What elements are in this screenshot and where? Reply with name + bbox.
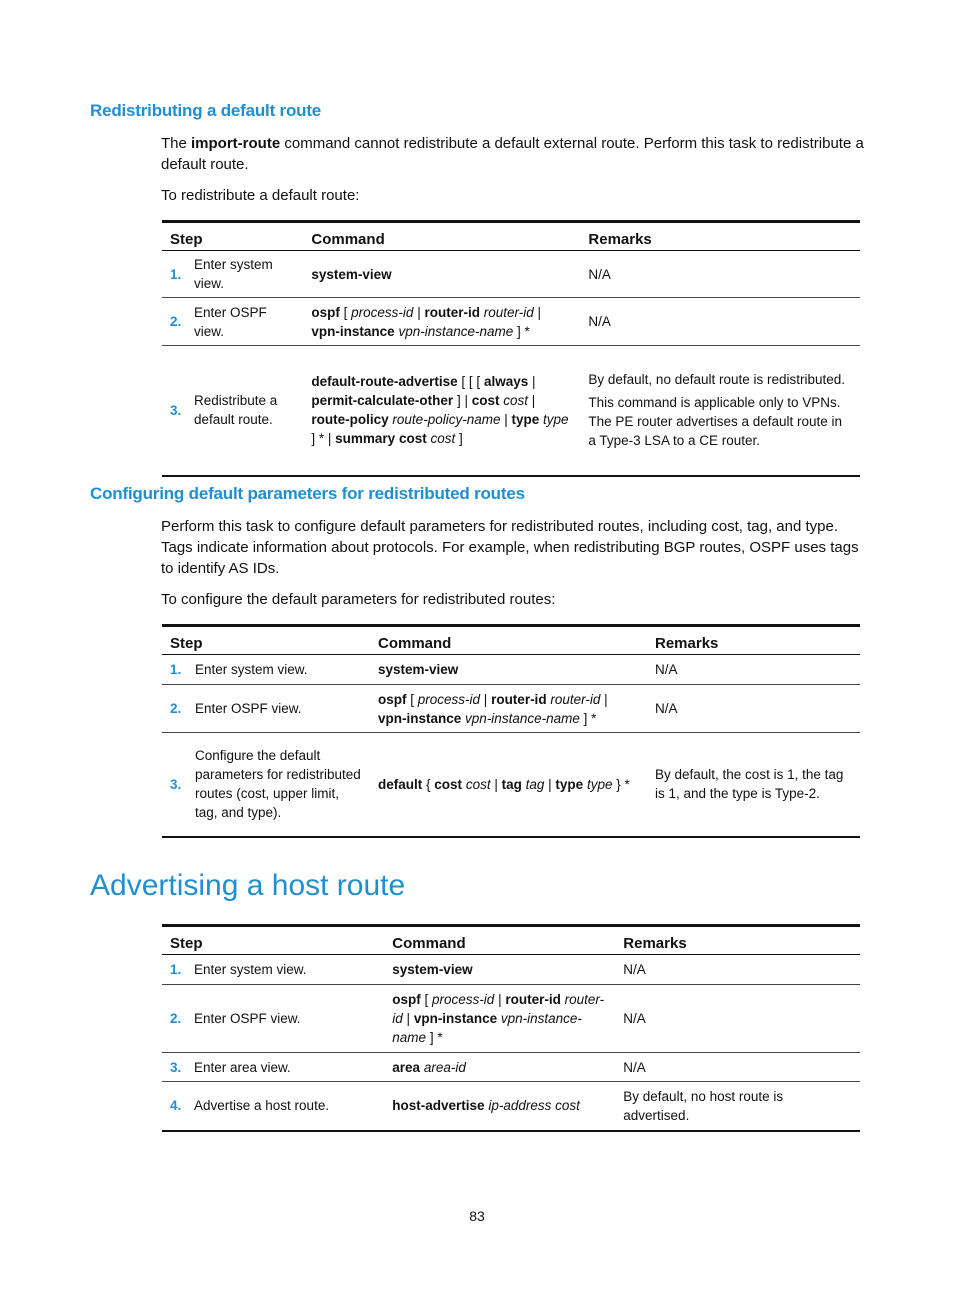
command-keyword: ospf — [311, 304, 340, 320]
command-argument: tag — [525, 776, 545, 792]
command-argument: ip-address cost — [488, 1098, 580, 1114]
table-row — [162, 1053, 860, 1082]
command-keyword: vpn-instance — [311, 323, 395, 339]
step-number: 2. — [162, 985, 186, 1053]
command-syntax: ] * — [579, 710, 597, 726]
step-text: Redistribute a default route. — [186, 346, 303, 476]
step-number: 2. — [162, 685, 187, 733]
remarks-cell — [615, 985, 860, 1053]
section1-lead: To redistribute a default route: — [161, 187, 360, 204]
column-header-step: Step — [162, 926, 384, 955]
table-header-row — [162, 222, 860, 251]
table-row — [162, 1082, 860, 1131]
command-argument: vpn-instance-name — [465, 710, 580, 726]
remarks-paragraph: N/A — [623, 1059, 646, 1075]
command-argument: router-id — [550, 691, 601, 707]
column-header-command: Command — [384, 926, 615, 955]
table-row — [162, 685, 860, 733]
section2-intro: Perform this task to configure default parameters for redistributed routes, including cost, tag, and type. Tags indicate information about protocols. For example, when redistributing BGP routes, OSPF uses tags to identify AS IDs. — [161, 518, 859, 577]
column-header-step: Step — [162, 626, 370, 655]
step-number: 1. — [162, 251, 186, 298]
step-number: 1. — [162, 955, 186, 985]
intro-text: command cannot redistribute a default external route. Perform this task to redistribute a default route. — [161, 135, 864, 173]
remarks-paragraph: N/A — [623, 962, 646, 977]
command-keyword: ospf — [392, 992, 421, 1007]
remarks-paragraph: N/A — [655, 701, 678, 716]
command-syntax: ] * | — [311, 431, 336, 447]
command-keyword: vpn-instance — [378, 710, 462, 726]
step-number: 4. — [162, 1082, 186, 1131]
command-cell — [303, 298, 580, 346]
remarks-paragraph: N/A — [588, 314, 611, 329]
table-header-row — [162, 926, 860, 955]
command-syntax: ] | — [453, 393, 472, 409]
command-keyword: always — [483, 374, 529, 390]
command-cell — [370, 685, 647, 733]
remarks-paragraph: By default, the cost is 1, the tag is 1, and the type is Type-2. — [655, 767, 844, 802]
command-argument: router-id — [392, 992, 605, 1026]
step-text: Enter system view. — [186, 955, 384, 985]
command-cell — [384, 1082, 615, 1131]
step-text: Enter system view. — [187, 655, 370, 685]
table-row — [162, 655, 860, 685]
step-text: Enter area view. — [186, 1053, 384, 1082]
step-number: 3. — [162, 733, 187, 837]
remarks-paragraph: This command is applicable only to VPNs. The PE router advertises a default route in a Type-3 LSA to a CE router. — [588, 395, 843, 449]
step-text: Advertise a host route. — [186, 1082, 384, 1131]
remarks-cell — [615, 955, 860, 985]
remarks-paragraph: By default, no host route is advertised. — [623, 1088, 784, 1123]
command-syntax: | — [413, 304, 425, 320]
step-text: Enter OSPF view. — [186, 985, 384, 1053]
step-text: Configure the default parameters for redistributed routes (cost, upper limit, tag, and type). — [187, 733, 370, 837]
column-header-remarks: Remarks — [615, 926, 860, 955]
command-keyword: default — [378, 776, 423, 792]
command-keyword: system-view — [392, 962, 473, 977]
command-syntax: | — [544, 776, 556, 792]
command-syntax: [ — [420, 992, 433, 1007]
chapter-heading-host-route: Advertising a host route — [90, 869, 406, 902]
command-keyword: vpn-instance — [413, 1011, 498, 1026]
step-text: Enter OSPF view. — [186, 298, 303, 346]
section-heading-redistribute-default: Redistributing a default route — [90, 101, 322, 120]
command-keyword: host-advertise — [392, 1098, 485, 1114]
command-cell — [384, 1053, 615, 1082]
step-number: 1. — [162, 655, 187, 685]
remarks-cell — [615, 1082, 860, 1131]
command-syntax: { — [422, 776, 435, 792]
command-syntax: | — [528, 393, 536, 409]
command-argument: vpn-instance-name — [392, 1011, 582, 1045]
step-number: 2. — [162, 298, 186, 346]
table-default-parameters — [162, 624, 860, 838]
command-cell — [370, 655, 647, 685]
command-keyword: route-policy — [311, 412, 389, 428]
column-header-remarks: Remarks — [580, 222, 860, 251]
table-header-row — [162, 626, 860, 655]
command-cell — [384, 985, 615, 1053]
command-syntax: | — [494, 992, 506, 1007]
command-keyword: cost — [434, 776, 463, 792]
command-argument: type — [586, 776, 613, 792]
command-argument: process-id — [432, 992, 495, 1007]
step-number: 3. — [162, 1053, 186, 1082]
section2-lead: To configure the default parameters for redistributed routes: — [161, 591, 556, 608]
command-cell — [370, 733, 647, 837]
command-syntax: ] — [455, 431, 463, 447]
command-syntax: | — [533, 304, 542, 320]
command-cell — [303, 346, 580, 476]
step-number: 3. — [162, 346, 186, 476]
command-argument: cost — [465, 776, 491, 792]
remarks-paragraph: By default, no default route is redistributed. — [588, 372, 846, 388]
command-cell — [384, 955, 615, 985]
command-syntax: | — [528, 374, 536, 390]
command-syntax: [ — [339, 304, 352, 320]
command-argument: area-id — [423, 1059, 466, 1075]
command-cell — [303, 251, 580, 298]
command-keyword: permit-calculate-other — [311, 393, 454, 409]
table-row — [162, 251, 860, 298]
command-syntax: [ [ [ — [457, 374, 484, 390]
remarks-cell — [580, 346, 860, 476]
column-header-command: Command — [303, 222, 580, 251]
table-redistribute-default — [162, 220, 860, 477]
command-keyword: router-id — [424, 304, 480, 320]
remarks-paragraph: N/A — [588, 266, 611, 282]
command-keyword: router-id — [505, 992, 561, 1007]
table-row — [162, 298, 860, 346]
remarks-paragraph: N/A — [655, 662, 678, 677]
command-keyword: router-id — [491, 691, 547, 707]
command-keyword: type — [511, 412, 540, 428]
command-argument: cost — [503, 393, 528, 409]
command-syntax: | — [402, 1011, 414, 1026]
command-syntax: | — [600, 691, 608, 707]
command-keyword: tag — [501, 776, 522, 792]
table-row — [162, 346, 860, 476]
section-heading-default-parameters: Configuring default parameters for redistributed routes — [90, 484, 525, 503]
remarks-cell — [615, 1053, 860, 1082]
table-row — [162, 985, 860, 1053]
remarks-paragraph: N/A — [623, 1011, 646, 1026]
column-header-step: Step — [162, 222, 303, 251]
table-row — [162, 955, 860, 985]
command-syntax: [ — [406, 691, 418, 707]
remarks-cell — [580, 251, 860, 298]
command-keyword: area — [392, 1059, 421, 1075]
command-keyword: ospf — [378, 691, 407, 707]
remarks-cell — [647, 685, 860, 733]
command-keyword: system-view — [378, 662, 459, 677]
command-syntax: | — [500, 412, 512, 428]
remarks-cell — [580, 298, 860, 346]
command-syntax: ] * — [513, 323, 530, 339]
command-syntax: ] * — [426, 1030, 443, 1045]
command-syntax: } * — [612, 776, 630, 792]
command-syntax: | — [480, 691, 492, 707]
command-argument: process-id — [351, 304, 414, 320]
column-header-command: Command — [370, 626, 647, 655]
command-syntax: | — [490, 776, 502, 792]
section1-intro — [161, 133, 867, 175]
command-argument: route-policy-name — [392, 412, 501, 428]
command-argument: process-id — [417, 691, 481, 707]
command-argument: type — [543, 412, 569, 428]
intro-command: import-route — [191, 135, 281, 152]
command-keyword: summary cost — [335, 431, 427, 447]
page-number: 83 — [469, 1208, 485, 1224]
table-host-route — [162, 924, 860, 1132]
command-argument: cost — [430, 431, 456, 447]
column-header-remarks: Remarks — [647, 626, 860, 655]
command-argument: router-id — [483, 304, 534, 320]
remarks-cell — [647, 733, 860, 837]
remarks-cell — [647, 655, 860, 685]
command-keyword: system-view — [311, 266, 392, 282]
command-keyword: default-route-advertise — [311, 374, 458, 390]
command-keyword: type — [555, 776, 584, 792]
step-text: Enter system view. — [186, 251, 303, 298]
command-keyword: cost — [471, 393, 500, 409]
table-row — [162, 733, 860, 837]
step-text: Enter OSPF view. — [187, 685, 370, 733]
command-argument: vpn-instance-name — [398, 323, 514, 339]
intro-text: The — [161, 135, 192, 152]
